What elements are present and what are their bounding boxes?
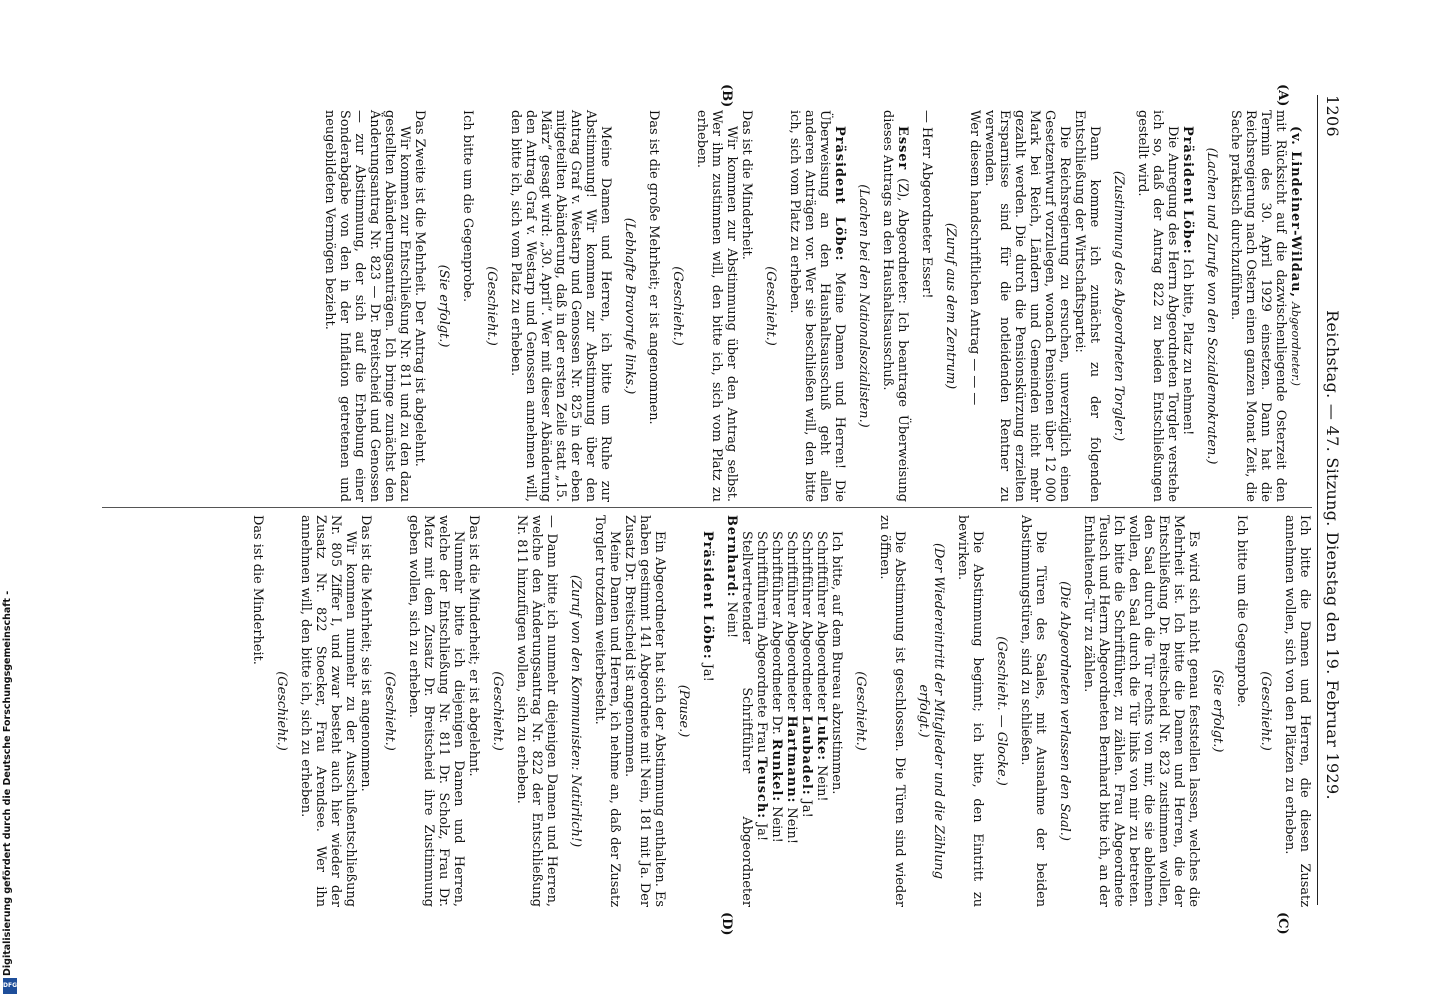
vote-role: Schriftführer Abgeordneter bbox=[784, 531, 799, 716]
vote-role: Schriftführer Abgeordneter Dr. bbox=[769, 531, 784, 739]
stage-direction: (Geschieht.) bbox=[853, 671, 868, 751]
vote-line bbox=[754, 515, 769, 907]
vote-role: Schriftführer Abgeordneter bbox=[814, 531, 829, 716]
speaker-name: Präsident Löbe: bbox=[700, 531, 715, 660]
stage-direction: (Geschieht.) bbox=[1258, 671, 1273, 751]
stage-direction: (Geschieht.) bbox=[382, 671, 397, 751]
running-head: Reichstag. — 47. Sitzung. Dienstag den 19. Februar 1929. bbox=[1323, 310, 1342, 800]
vote-answer: Nein! bbox=[724, 597, 739, 639]
stage-direction: (Zuruf von den Kommunisten: Natürlich!) bbox=[568, 574, 583, 848]
body-paragraph: Meine Damen und Herren, ich nehme an, daß der Zusatz Torgler trotzdem weiterbesteht. bbox=[592, 515, 622, 907]
body-paragraph: Ein Abgeordneter hat sich der Abstimmung enthalten. Es haben gestimmt 141 Abgeordnete mit Nein, 181 mit Ja. Der Zusatz Dr. Breitscheid ist angenommen. bbox=[622, 515, 667, 907]
body-paragraph: Wir kommen nunmehr zu der Ausschußentschließung Nr. 805 Ziffer I, und zwar besteht auch hier wieder der Zusatz Nr. 822 Stoecker, Frau Arendsee. Wer ihn annehmen will, den bitte ich, sich zu erheben. bbox=[298, 515, 358, 907]
speaker-paragraph bbox=[1180, 110, 1195, 502]
vote-name: Laubadel: bbox=[799, 715, 814, 796]
speech-text: Meine Damen und Herren! Die Überweisung an den Haushaltsausschuß geht allen anderen Anträgen vor. Wer sie beschließen will, den bitte ich, sich vom Platz zu erheben. bbox=[787, 110, 847, 503]
body-paragraph: Die Türen des Saales, mit Ausnahme der beiden Abstimmungstüren, sind zu schließen. bbox=[1018, 515, 1048, 907]
page-number: 1206 bbox=[1323, 95, 1342, 137]
stage-direction: (Geschieht.) bbox=[490, 671, 505, 751]
speaker-role: Abgeordneter.) bbox=[1289, 302, 1302, 386]
speaker-name: Esser bbox=[895, 126, 910, 171]
body-paragraph: Das Zweite ist die Mehrheit. Der Antrag ist abgelehnt. bbox=[412, 110, 427, 467]
body-paragraph: — Herr Abgeordneter Esser! bbox=[919, 110, 934, 299]
left-text-column bbox=[322, 110, 1312, 502]
vote-answer: Nein! bbox=[814, 760, 829, 802]
stage-direction: (Lebhafte Bravorufe links.) bbox=[622, 217, 637, 395]
body-paragraph: Die Reichsregierung zu ersuchen, unverzüglich einen Gesetzentwurf vorzulegen, wonach Pensionen über 12 000 Mark bei Reich, Ländern und Gemeinden nicht mehr gezahlt werden. Die durch die Pensionskürzung erzielten Ersparnisse sind für die notleidenden Rentner zu verwenden. bbox=[982, 110, 1072, 502]
stage-direction: (Lachen und Zurufe von den Sozialdemokraten.) bbox=[1204, 147, 1219, 465]
stage-direction: (Geschieht.) bbox=[274, 671, 289, 751]
stage-direction: (Sie erfolgt.) bbox=[436, 264, 451, 348]
margin-marker-d: (D) bbox=[719, 912, 734, 936]
vote-answer: Ja! bbox=[754, 819, 769, 842]
speaker-name: Präsident Löbe: bbox=[1180, 126, 1195, 255]
body-paragraph: Das ist die große Mehrheit; er ist angenommen. bbox=[646, 110, 661, 425]
body-paragraph: — Dann bitte ich nunmehr diejenigen Damen und Herren, welche den Änderungsantrag Nr. 822 der Entschließung Nr. 811 hinzufügen wollen, sich zu erheben. bbox=[514, 515, 559, 907]
vote-role: Schriftführer Abgeordneter bbox=[799, 531, 814, 716]
document-page bbox=[16, 0, 1346, 1000]
vote-line bbox=[769, 515, 784, 907]
vote-answer: Nein! bbox=[784, 803, 799, 845]
body-paragraph: Das ist die Minderheit. bbox=[739, 110, 754, 260]
margin-marker-a: (A) bbox=[1275, 84, 1290, 107]
stage-direction: (Zuruf aus dem Zentrum) bbox=[943, 222, 958, 390]
vote-role: Stellvertretender Schriftführer Abgeordneter bbox=[739, 531, 754, 907]
vote-role: Schriftführerin Abgeordnete Frau bbox=[754, 531, 769, 758]
stage-direction: (Geschieht.) bbox=[670, 266, 685, 346]
speaker-name: (v. Lindeiner-Wildau, bbox=[1288, 126, 1303, 298]
dfg-logo: DFG bbox=[3, 978, 17, 994]
stage-direction: (Geschieht.) bbox=[484, 266, 499, 346]
speaker-paragraph bbox=[880, 110, 910, 502]
body-paragraph: Ich bitte um die Gegenprobe. bbox=[1234, 515, 1249, 708]
body-paragraph: Wir kommen zur Entschließung Nr. 811 und zu den dazu gestellten Abänderungsanträgen. Ich bringe zunächst den Änderungsantrag Nr. 823 — Dr. Breitscheid und Genossen — zur Abstimmung, der sich auf die Erhebung einer Sonderabgabe von den in der Inflation getretenen und neugebildeten Vermögen bezieht. bbox=[322, 110, 412, 502]
stage-direction: (Pause.) bbox=[676, 684, 691, 738]
vote-line bbox=[724, 515, 754, 907]
stage-direction: (Der Wiedereintritt der Mitglieder und die Zählung erfolgt.) bbox=[916, 543, 946, 879]
body-paragraph: Ich bitte, auf dem Bureau abzustimmen. bbox=[829, 531, 844, 795]
column-divider bbox=[102, 507, 1312, 508]
body-paragraph: Die Anregung des Herrn Abgeordneten Torgler verstehe ich so, daß der Antrag 822 zu beiden Entschließungen gestellt wird. bbox=[1135, 110, 1180, 502]
body-paragraph: Es wird sich nicht genau feststellen lassen, welches die Mehrheit ist. Ich bitte die Damen und Herren, die der Entschließung Dr. Breitscheid Nr. 823 zustimmen wollen, den Saal durch die Tür rechts von mir, die sie ablehnen wollen, den Saal durch die Tür links von mir zu betreten. Ich bitte die Schriftführer, zu zählen. Frau Abgeordnete Teusch und Herrn Abgeordneten Bernhard bitte ich, an der Enthaltende-Tür zu zählen. bbox=[1081, 515, 1201, 907]
vote-name: Luke: bbox=[814, 715, 829, 761]
body-paragraph: Die Abstimmung ist geschlossen. Die Türen sind wieder zu öffnen. bbox=[877, 515, 907, 907]
vote-answer: Ja! bbox=[799, 795, 814, 818]
body-paragraph: Die Abstimmung beginnt; ich bitte, den Eintritt zu bewirken. bbox=[955, 515, 985, 907]
stage-direction: (Lachen bei den Nationalsozialisten.) bbox=[856, 184, 871, 428]
body-paragraph: Meine Damen und Herren, ich bitte um Ruhe zur Abstimmung! Wir kommen zur Abstimmung über den Antrag Graf v. Westarp und Genossen Nr. 825 in der eben mitgeteilten Abänderung, daß in der ersten Zeile statt „15. März“ gesagt wird: „30. April“. Wer mit dieser Abänderung den Antrag Graf v. Westarp und Genossen annehmen will, den bitte ich, sich vom Platz zu erheben. bbox=[508, 110, 613, 502]
right-text-column bbox=[250, 515, 1312, 907]
margin-marker-c: (C) bbox=[1275, 912, 1290, 935]
body-paragraph: Das ist die Mehrheit; sie ist angenommen. bbox=[358, 515, 373, 792]
vote-line bbox=[799, 515, 814, 907]
speaker-paragraph bbox=[787, 110, 847, 502]
vote-name: Teusch: bbox=[754, 757, 769, 820]
page-header bbox=[1317, 95, 1342, 905]
stage-direction: (Geschieht. — Glocke.) bbox=[994, 636, 1009, 786]
vote-answer: Nein! bbox=[769, 802, 784, 843]
vote-name: Hartmann: bbox=[784, 715, 799, 804]
speaker-name: Präsident Löbe: bbox=[832, 126, 847, 262]
body-paragraph: Dann komme ich zunächst zu der folgenden Entschließung der Wirtschaftspartei: bbox=[1072, 110, 1102, 502]
body-paragraph: Wer diesem handschriftlichen Antrag — — — bbox=[967, 110, 982, 406]
dfg-funding-stamp bbox=[2, 590, 18, 994]
speaker-paragraph bbox=[700, 515, 715, 907]
speech-text: Ich bitte, Platz zu nehmen! bbox=[1180, 254, 1195, 436]
stage-direction: (Sie erfolgt.) bbox=[1210, 669, 1225, 753]
stage-direction: (Zustimmung des Abgeordneten Torgler.) bbox=[1111, 170, 1126, 442]
vote-name: Runkel: bbox=[769, 738, 784, 803]
body-paragraph: Nunmehr bitte ich diejenigen Damen und Herren, welche der Entschließung Nr. 811 Dr. Scholz, Frau Dr. Matz mit dem Zusatz Dr. Breitscheid ihre Zustimmung geben wollen, sich zu erheben. bbox=[406, 515, 466, 907]
margin-marker-b: (B) bbox=[719, 84, 734, 108]
funding-notice: Digitalisierung gefördert durch die Deutsche Forschungsgemeinschaft - bbox=[2, 590, 13, 976]
vote-line bbox=[784, 515, 799, 907]
stage-direction: (Geschieht.) bbox=[763, 266, 778, 346]
vote-name: Bernhard: bbox=[724, 515, 739, 598]
body-paragraph: Ich bitte um die Gegenprobe. bbox=[460, 110, 475, 303]
speech-text: Ja! bbox=[700, 659, 715, 682]
body-paragraph: Das ist die Minderheit; er ist abgelehnt. bbox=[466, 515, 481, 777]
body-paragraph: Das ist die Minderheit. bbox=[250, 515, 265, 665]
vote-line bbox=[814, 515, 829, 907]
body-paragraph: Ich bitte die Damen und Herren, die diesen Zusatz annehmen wollen, sich von den Plätzen zu erheben. bbox=[1282, 515, 1312, 907]
stage-direction: (Die Abgeordneten verlassen den Saal.) bbox=[1057, 581, 1072, 841]
body-paragraph: mit Rücksicht auf die dazwischenliegende Osterzeit den Termin des 30. April 1929 einsetzen. Dann hat die Reichsregierung nach Ostern einen ganzen Monat Zeit, die Sache praktisch durchzuführen. bbox=[1228, 110, 1288, 502]
speaker-paragraph bbox=[1288, 110, 1303, 502]
body-paragraph: Wir kommen zur Abstimmung über den Antrag selbst. Wer ihm zustimmen will, den bitte ich, sich vom Platz zu erheben. bbox=[694, 110, 739, 502]
speech-text: (Z), Abgeordneter: Ich beantrage Überweisung dieses Antrags an den Haushaltsausschuß. bbox=[880, 110, 910, 502]
